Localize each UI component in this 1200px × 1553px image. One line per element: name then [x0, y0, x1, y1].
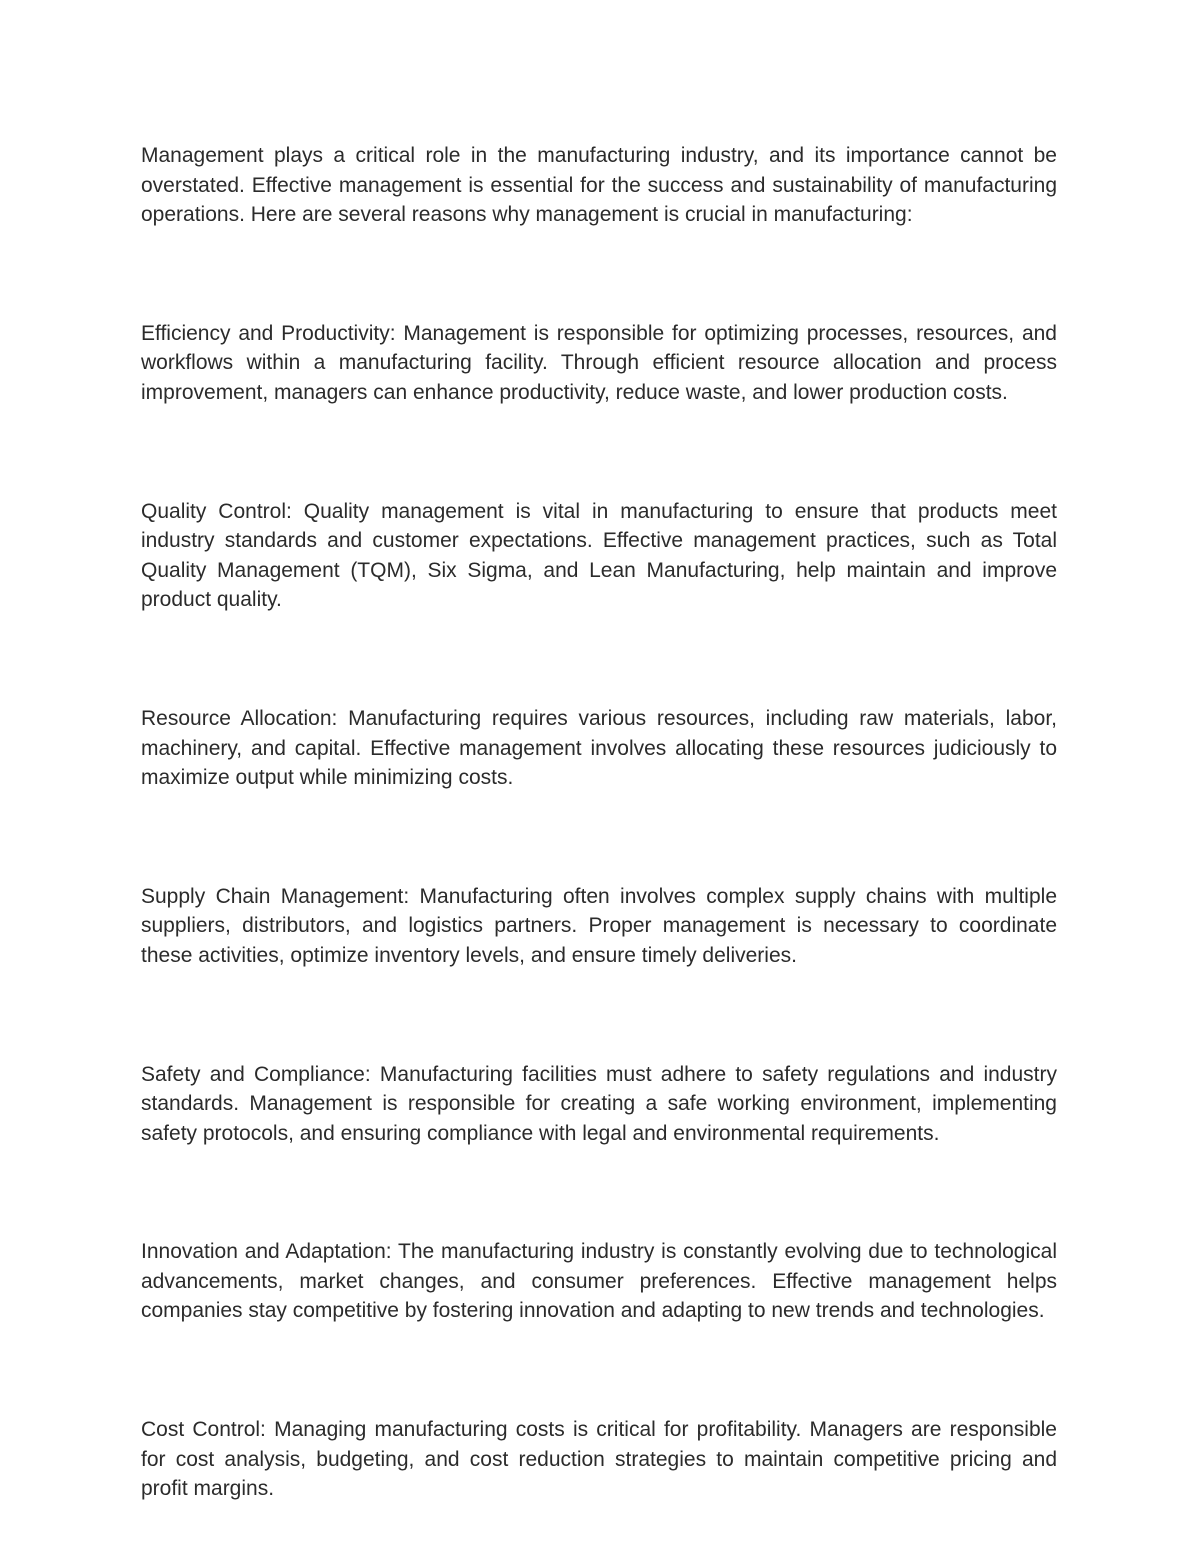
cost-control-paragraph: Cost Control: Managing manufacturing costs is critical for profitability. Managers are responsible for cost analysis, budgeting, and cost reduction strategies to maintain competitive pricing and profit margins.	[141, 1418, 1057, 1501]
supply-chain-paragraph: Supply Chain Management: Manufacturing often involves complex supply chains with multiple suppliers, distributors, and logistics partners. Proper management is necessary to coordinate these activities, optimize inventory levels, and ensure timely deliveries.	[141, 884, 1057, 967]
quality-control-paragraph: Quality Control: Quality management is vital in manufacturing to ensure that products meet industry standards and customer expectations. Effective management practices, such as Total Quality Management (TQM), Six Sigma, and Lean Manufacturing, help maintain and improve product quality.	[141, 499, 1057, 612]
intro-paragraph: Management plays a critical role in the manufacturing industry, and its importance cannot be overstated. Effective management is essential for the success and sustainability of manufacturing operations. Here are several reasons why management is crucial in manufacturing:	[141, 144, 1057, 227]
resource-allocation-paragraph: Resource Allocation: Manufacturing requires various resources, including raw materials, labor, machinery, and capital. Effective management involves allocating these resources judiciously to maximize output while minimizing costs.	[141, 706, 1057, 790]
safety-compliance-paragraph: Safety and Compliance: Manufacturing facilities must adhere to safety regulations and industry standards. Management is responsible for creating a safe working environment, implementing safety protocols, and ensuring compliance with legal and environmental requirements.	[141, 1062, 1057, 1145]
document-body	[141, 141, 1057, 1504]
innovation-adaptation-paragraph: Innovation and Adaptation: The manufacturing industry is constantly evolving due to technological advancements, market changes, and consumer preferences. Effective management helps companies stay competitive by fostering innovation and adapting to new trends and technologies.	[141, 1240, 1057, 1323]
efficiency-productivity-paragraph: Efficiency and Productivity: Management is responsible for optimizing processes, resources, and workflows within a manufacturing facility. Through efficient resource allocation and process improvement, managers can enhance productivity, reduce waste, and lower production costs.	[141, 321, 1057, 404]
